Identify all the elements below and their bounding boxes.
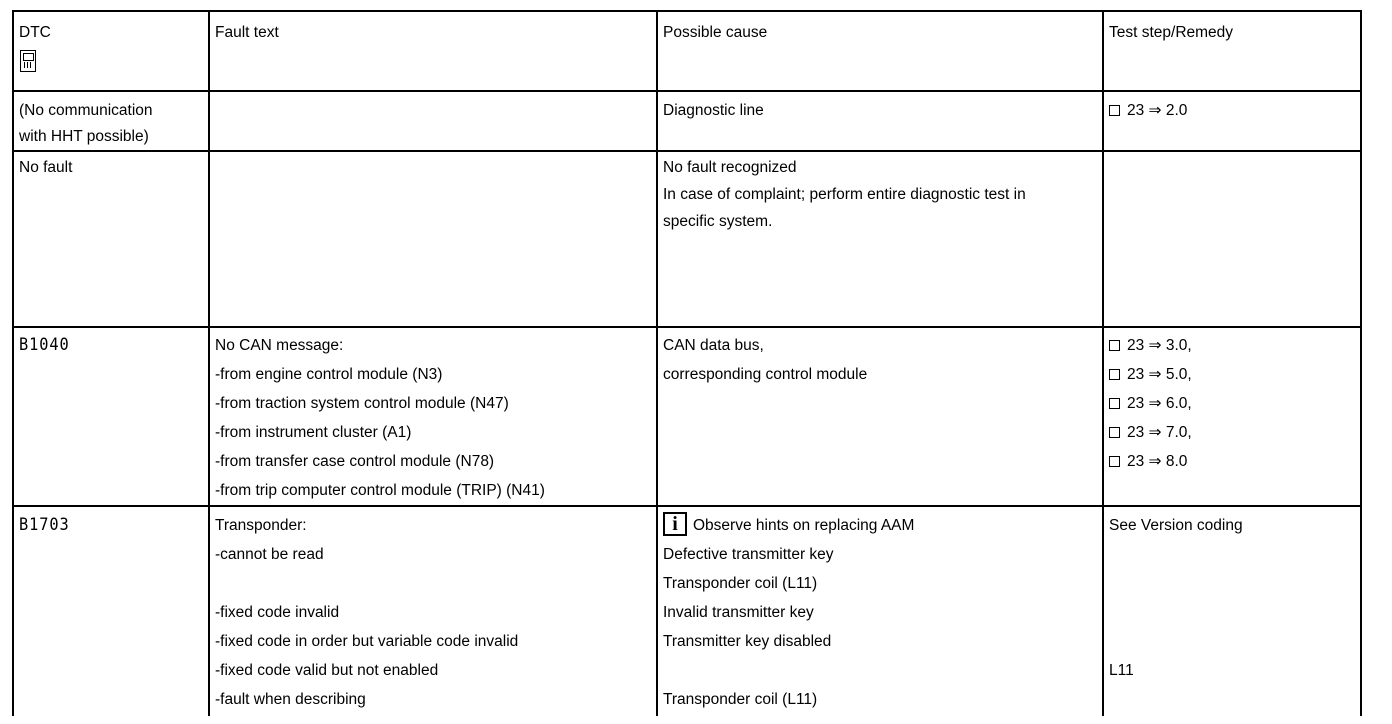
checkbox-icon — [1109, 427, 1120, 438]
table-row — [13, 327, 1361, 506]
checkbox-icon — [1109, 369, 1120, 380]
header-fault-text: Fault text — [209, 11, 657, 91]
info-icon: i — [663, 512, 687, 536]
cell-cause: No fault recognized In case of complaint; perform entire diagnostic test in specific system. — [657, 151, 1103, 327]
header-dtc-label: DTC — [19, 24, 51, 41]
table-header-row — [13, 11, 1361, 91]
cell-dtc: (No communication with HHT possible) — [13, 91, 209, 151]
cell-cause: Diagnostic line — [657, 91, 1103, 151]
cell-remedy — [1103, 151, 1361, 327]
cell-remedy: 23 ⇒ 3.0, 23 ⇒ 5.0, 23 ⇒ 6.0, 23 ⇒ 7.0, 23 ⇒ 8.0 — [1103, 327, 1361, 506]
table-row — [13, 151, 1361, 327]
checkbox-icon — [1109, 398, 1120, 409]
cell-dtc: No fault — [13, 151, 209, 327]
handheld-tester-icon — [20, 50, 36, 72]
header-dtc — [13, 11, 209, 91]
dtc-table — [12, 10, 1362, 716]
cell-cause: i Observe hints on replacing AAM Defective transmitter key Transponder coil (L11) Invalid transmitter key Transmitter key disabled Transponder coil (L11) — [657, 506, 1103, 716]
checkbox-icon — [1109, 456, 1120, 467]
dtc-code: B1040 — [19, 335, 70, 355]
header-remedy: Test step/Remedy — [1103, 11, 1361, 91]
cell-fault — [209, 151, 657, 327]
checkbox-icon — [1109, 105, 1120, 116]
dtc-table-page — [12, 10, 1360, 716]
cell-fault: No CAN message: -from engine control module (N3) -from traction system control module (N47) -from instrument cluster (A1) -from transfer case control module (N78) -from trip computer control module (TRIP) (N41) — [209, 327, 657, 506]
cell-dtc — [13, 506, 209, 716]
header-possible-cause: Possible cause — [657, 11, 1103, 91]
cell-fault: Transponder: -cannot be read -fixed code invalid -fixed code in order but variable code invalid -fixed code valid but not enabled -fault when describing — [209, 506, 657, 716]
cell-dtc — [13, 327, 209, 506]
cell-cause: CAN data bus, corresponding control module — [657, 327, 1103, 506]
cell-fault — [209, 91, 657, 151]
cell-remedy: See Version coding L11 — [1103, 506, 1361, 716]
table-row — [13, 506, 1361, 716]
table-row — [13, 91, 1361, 151]
cell-remedy: 23 ⇒ 2.0 — [1103, 91, 1361, 151]
checkbox-icon — [1109, 340, 1120, 351]
dtc-code: B1703 — [19, 515, 70, 535]
